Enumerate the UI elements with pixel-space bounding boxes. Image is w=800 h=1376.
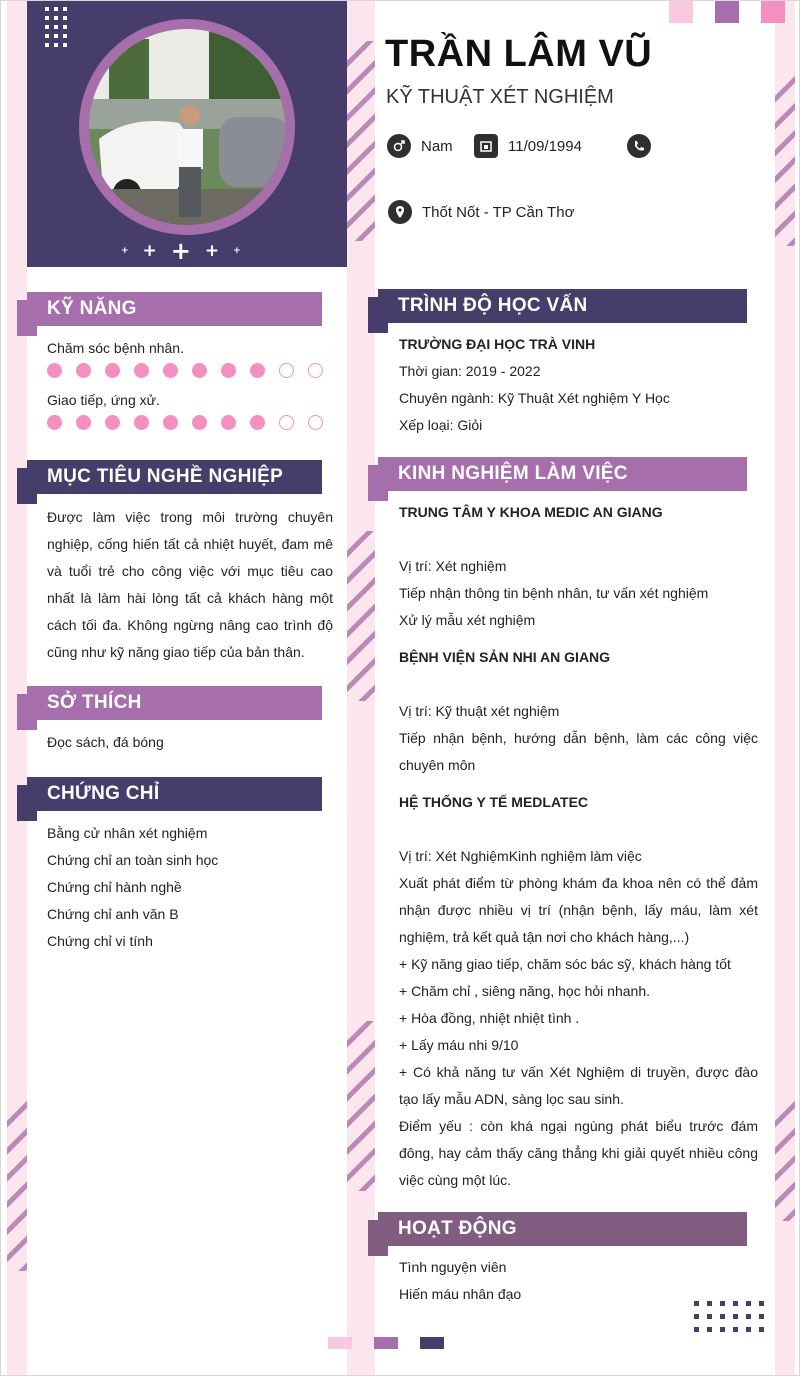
skill-label: Giao tiếp, ứng xử. <box>47 392 160 408</box>
hobbies-title: SỞ THÍCH <box>27 686 322 720</box>
experience-title: KINH NGHIỆM LÀM VIỆC <box>378 457 747 491</box>
job-line: + Lấy máu nhi 9/10 <box>399 1037 519 1053</box>
job-line: Tiếp nhận thông tin bệnh nhân, tư vấn xét nghiệm <box>399 585 709 601</box>
job-line: + Kỹ năng giao tiếp, chăm sóc bác sỹ, khách hàng tốt <box>399 956 731 972</box>
objective-title: MỤC TIÊU NGHỀ NGHIỆP <box>27 460 322 494</box>
rating-dot-filled <box>192 363 207 378</box>
activities-header <box>368 1212 748 1256</box>
certificates-header <box>17 777 322 821</box>
skills-header <box>17 292 322 336</box>
sparkle-decoration: + + + + + <box>121 237 241 265</box>
rating-dot-filled <box>163 363 178 378</box>
avatar-photo-illustration <box>89 29 285 225</box>
rating-dot-filled <box>105 363 120 378</box>
skill-label: Chăm sóc bệnh nhân. <box>47 340 184 356</box>
phone-info <box>627 134 651 158</box>
phone-icon <box>627 134 651 158</box>
job-org: HỆ THỐNG Y TẾ MEDLATEC <box>399 794 589 810</box>
rating-dot-filled <box>250 363 265 378</box>
job-line: Tiếp nhận bệnh, hướng dẫn bệnh, làm các công việc chuyên môn <box>399 730 758 773</box>
rating-dot-empty <box>279 363 294 378</box>
footer-color-blocks <box>328 1337 444 1349</box>
hatch-decoration <box>347 1021 375 1191</box>
avatar-ring <box>79 19 295 235</box>
gender-info <box>387 134 453 158</box>
activities-list <box>399 1254 521 1308</box>
certificate-item: Chứng chỉ anh văn B <box>47 906 179 922</box>
hatch-decoration <box>7 1101 27 1271</box>
hatch-decoration <box>775 1101 795 1221</box>
location-text: Thốt Nốt - TP Cần Thơ <box>422 203 575 221</box>
education-line: Thời gian: 2019 - 2022 <box>399 363 541 379</box>
corner-color-blocks <box>669 1 785 23</box>
activities-title: HOẠT ĐỘNG <box>378 1212 747 1246</box>
job-line: Vị trí: Xét nghiệm <box>399 558 507 574</box>
hatch-decoration <box>775 76 795 246</box>
job-title: KỸ THUẬT XÉT NGHIỆM <box>386 86 614 108</box>
rating-dot-filled <box>134 363 149 378</box>
experience-job-1 <box>399 499 758 634</box>
rating-dot-filled <box>250 415 265 430</box>
education-header <box>368 289 748 333</box>
rating-dot-filled <box>221 415 236 430</box>
dot-grid-decoration <box>45 7 67 47</box>
dob-text: 11/09/1994 <box>508 137 582 155</box>
photo-panel <box>27 1 347 267</box>
certificate-item: Chứng chỉ hành nghề <box>47 879 182 895</box>
rating-dot-empty <box>308 415 323 430</box>
rating-dot-filled <box>105 415 120 430</box>
school-name: TRƯỜNG ĐẠI HỌC TRÀ VINH <box>399 336 596 352</box>
job-line: Vị trí: Kỹ thuật xét nghiệm <box>399 703 560 719</box>
job-line: Xử lý mẫu xét nghiệm <box>399 612 536 628</box>
skill-rating <box>47 363 323 378</box>
job-line: Xuất phát điểm từ phòng khám đa khoa nên có thể đảm nhận được nhiều vị trí (nhận bệnh, lấy máu, làm xét nghiệm, trả kết quả tận nơi cho khách hàng,...) <box>399 875 758 945</box>
education-title: TRÌNH ĐỘ HỌC VẤN <box>378 289 747 323</box>
activity-item: Hiến máu nhân đạo <box>399 1286 522 1302</box>
job-line: + Hòa đồng, nhiệt nhiệt tình . <box>399 1010 580 1026</box>
job-line: Vị trí: Xét NghiệmKinh nghiệm làm việc <box>399 848 642 864</box>
hobbies-text: Đọc sách, đá bóng <box>47 734 164 750</box>
education-line: Xếp loại: Giỏi <box>399 417 483 433</box>
gender-icon <box>387 134 411 158</box>
location-info <box>388 200 574 224</box>
rating-dot-filled <box>76 415 91 430</box>
experience-job-3 <box>399 789 758 1194</box>
avatar-photo <box>89 29 285 225</box>
job-org: BỆNH VIỆN SẢN NHI AN GIANG <box>399 649 611 665</box>
job-line: + Có khả năng tư vấn Xét Nghiệm di truyền, được đào tạo lấy mẫu ADN, sàng lọc sau sinh. <box>399 1064 758 1107</box>
certificate-item: Chứng chỉ an toàn sinh học <box>47 852 219 868</box>
objective-header <box>17 460 322 504</box>
hatch-decoration <box>347 41 375 241</box>
rating-dot-filled <box>47 363 62 378</box>
experience-header <box>368 457 748 501</box>
rating-dot-filled <box>134 415 149 430</box>
rating-dot-filled <box>47 415 62 430</box>
certificates-title: CHỨNG CHỈ <box>27 777 322 811</box>
objective-text: Được làm việc trong môi trường chuyên nghiệp, cống hiến tất cả nhiệt huyết, đam mê và tuổi trẻ cho công việc với mục tiêu cao nhất là làm hài lòng tất cả khách hàng một cách tối đa. Không ngừng nâng cao trình độ cũng như kỹ năng giao tiếp của bản thân. <box>47 509 333 660</box>
certificate-item: Chứng chỉ vi tính <box>47 933 153 949</box>
skills-title: KỸ NĂNG <box>27 292 322 326</box>
location-pin-icon <box>388 200 412 224</box>
dob-info <box>474 134 582 158</box>
job-org: TRUNG TÂM Y KHOA MEDIC AN GIANG <box>399 504 663 520</box>
rating-dot-empty <box>279 415 294 430</box>
candidate-name: TRẦN LÂM VŨ <box>385 33 653 75</box>
calendar-icon <box>474 134 498 158</box>
rating-dot-empty <box>308 363 323 378</box>
education-details <box>399 331 670 439</box>
experience-job-2 <box>399 644 758 779</box>
skill-rating <box>47 415 323 430</box>
rating-dot-filled <box>192 415 207 430</box>
gender-text: Nam <box>421 137 453 155</box>
job-line: + Chăm chỉ , siêng năng, học hỏi nhanh. <box>399 983 651 999</box>
dot-grid-decoration <box>694 1301 764 1332</box>
hobbies-header <box>17 686 322 730</box>
rating-dot-filled <box>163 415 178 430</box>
rating-dot-filled <box>76 363 91 378</box>
education-line: Chuyên ngành: Kỹ Thuật Xét nghiệm Y Học <box>399 390 670 406</box>
job-line: Điểm yếu : còn khá ngại ngùng phát biểu trước đám đông, hay cảm thấy căng thẳng khi giải quyết nhiều công việc cùng một lúc. <box>399 1118 758 1188</box>
hatch-decoration <box>347 531 375 701</box>
certificate-item: Bằng cử nhân xét nghiệm <box>47 825 208 841</box>
activity-item: Tình nguyện viên <box>399 1259 507 1275</box>
certificates-list <box>47 820 218 955</box>
rating-dot-filled <box>221 363 236 378</box>
